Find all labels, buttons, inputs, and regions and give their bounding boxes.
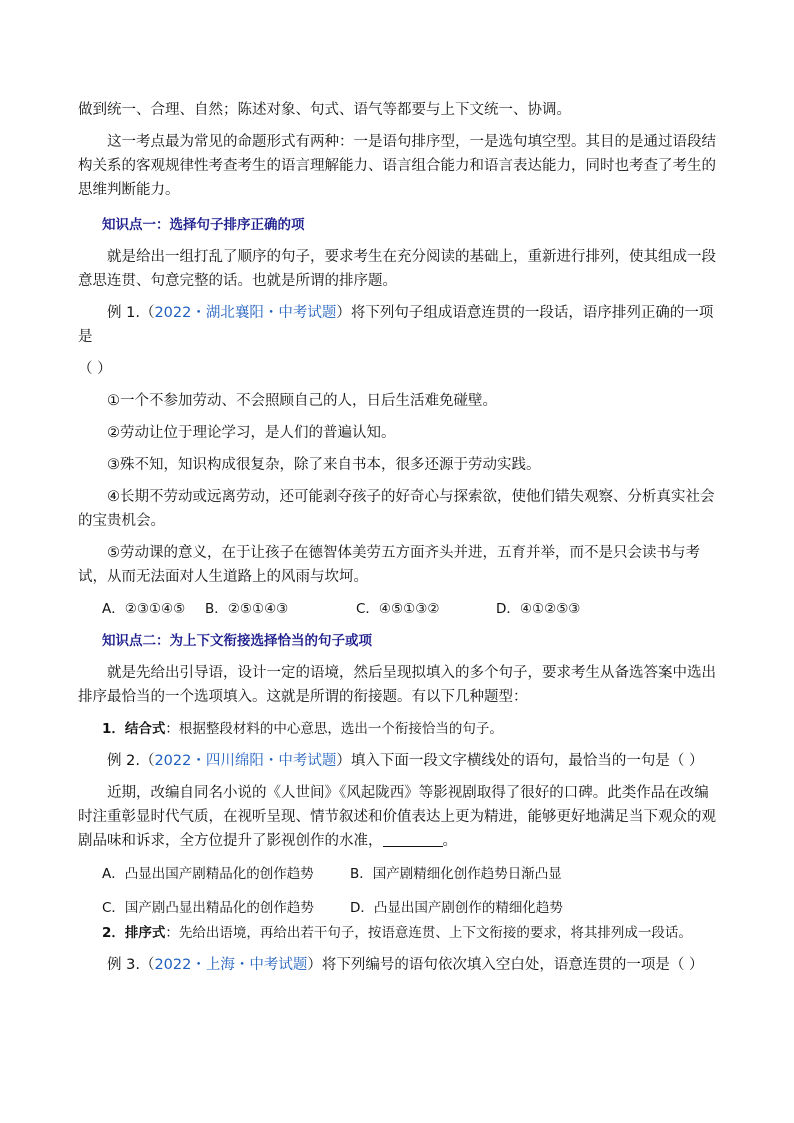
type1-label: 1．结合式	[102, 721, 166, 737]
passage-end: 。	[442, 833, 457, 849]
option-d: D．④①②⑤③	[496, 601, 581, 617]
example1-prefix: 例 1.（	[107, 305, 155, 321]
choice-row-2	[102, 895, 718, 921]
choice-b: B．国产剧精细化创作趋势日渐凸显	[350, 866, 562, 882]
example2-prefix: 例 2.（	[107, 753, 155, 769]
example1-options	[102, 597, 718, 621]
section1-heading: 知识点一：选择句子排序正确的项	[102, 217, 305, 233]
answer-blank	[383, 832, 443, 847]
choice-c: C．国产剧凸显出精品化的创作趋势	[102, 900, 314, 916]
example3-stem	[78, 953, 718, 977]
example1-source: 2022・湖北襄阳・中考试题	[154, 305, 337, 321]
sentence-item-1: ①一个不参加劳动、不会照顾自己的人，日后生活难免碰壁。	[107, 393, 497, 409]
example1-stem	[78, 301, 718, 349]
sentence-item-2: ②劳动让位于理论学习，是人们的普遍认知。	[107, 425, 396, 441]
example2-suffix: ）填入下面一段文字横线处的语句，最恰当的一句是（ ）	[336, 753, 704, 769]
paragraph-2: 这一考点最为常见的命题形式有两种：一是语句排序型，一是选句填空型。其目的是通过语段结构关系的客观规律性考查考生的语言理解能力、语言组合能力和语言表达能力，同时也考查了考生的思维判断能力。	[78, 134, 716, 198]
option-b: B．②⑤①④③	[205, 601, 289, 617]
type2-line	[102, 921, 718, 945]
example2-source: 2022・四川绵阳・中考试题	[154, 753, 337, 769]
passage-text: 近期，改编自同名小说的《人世间》《风起陇西》等影视剧取得了很好的口碑。此类作品在改编时注重彰显时代气质，在视听呈现、情节叙述和价值表达上更为精进，能够更好地满足当下观众的观剧品味和诉求，全方位提升了影视创作的水准，	[78, 785, 716, 849]
choice-d: D．凸显出国产剧创作的精细化趋势	[350, 900, 563, 916]
document-body	[78, 98, 718, 977]
example3-suffix: ）将下列编号的语句依次填入空白处，语意连贯的一项是（ ）	[307, 957, 704, 973]
sentence-item-4: ④长期不劳动或远离劳动，还可能剥夺孩子的好奇心与探索欲，使他们错失观察、分析真实社会的宝贵机会。	[78, 489, 715, 529]
type2-label: 2．排序式	[102, 925, 166, 941]
section1-intro: 就是给出一组打乱了顺序的句子，要求考生在充分阅读的基础上，重新进行排列，使其组成一段意思连贯、句意完整的话。也就是所谓的排序题。	[78, 249, 716, 289]
choice-row-1	[102, 861, 718, 887]
sentence-item-5: ⑤劳动课的意义，在于让孩子在德智体美劳五方面齐头并进，五育并举，而不是只会读书与考试，从而无法面对人生道路上的风雨与坎坷。	[78, 545, 700, 585]
example2-stem	[78, 749, 718, 773]
option-a: A．②③①④⑤	[102, 601, 186, 617]
type2-text: ：先给出语境，再给出若干句子，按语意连贯、上下文衔接的要求，将其排列成一段话。	[165, 925, 692, 941]
example1-suffix: ）将下列句子组成语意连贯的一段话，语序排列正确的一项是	[78, 305, 714, 345]
example3-prefix: 例 3.（	[107, 957, 155, 973]
section2-intro: 就是先给出引导语，设计一定的语境，然后呈现拟填入的多个句子，要求考生从备选答案中选出排序最恰当的一个选项填入。这就是所谓的衔接题。有以下几种题型：	[78, 665, 716, 705]
sentence-item-3: ③殊不知，知识构成很复杂，除了来自书本，很多还源于劳动实践。	[107, 457, 541, 473]
example2-passage	[78, 781, 718, 853]
choice-a: A．凸显出国产剧精品化的创作趋势	[102, 866, 314, 882]
type1-line	[102, 717, 718, 741]
example1-bracket: （ ）	[78, 361, 112, 377]
section2-heading: 知识点二：为上下文衔接选择恰当的句子或项	[102, 633, 372, 649]
option-c: C．④⑤①③②	[356, 601, 440, 617]
example3-source: 2022・上海・中考试题	[154, 957, 308, 973]
paragraph-1: 做到统一、合理、自然；陈述对象、句式、语气等都要与上下文统一、协调。	[78, 102, 571, 118]
type1-text: ：根据整段材料的中心意思，选出一个衔接恰当的句子。	[165, 721, 503, 737]
